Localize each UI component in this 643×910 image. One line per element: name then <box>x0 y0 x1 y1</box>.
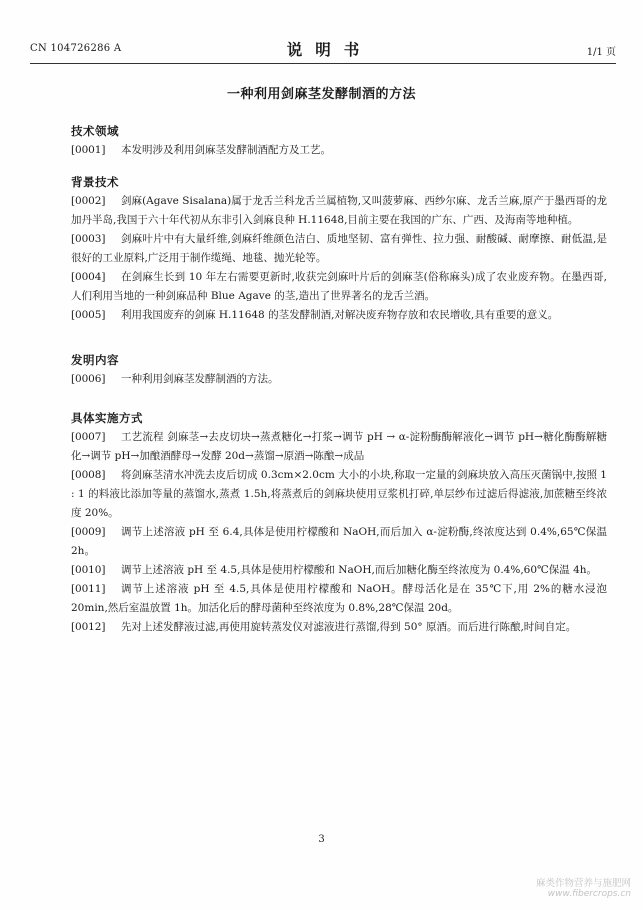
paragraph-text: 调节上述溶液 pH 至 4.5,具体是使用柠檬酸和 NaOH,而后加糖化酶至终浓度为 0.4%,60℃保温 4h。 <box>121 563 598 576</box>
section-heading: 技术领域 <box>71 124 119 138</box>
section-summary <box>71 351 607 389</box>
section-spacer <box>71 160 607 173</box>
paragraph-number: [0008] <box>71 469 106 482</box>
section-technical-field <box>71 122 607 160</box>
paragraph-0010 <box>71 561 607 580</box>
section-heading: 具体实施方式 <box>71 411 143 426</box>
paragraph-text: 利用我国废弃的剑麻 H.11648 的茎发酵制酒,对解决废弃物存放和农民增收,具有重要的意义。 <box>121 308 559 321</box>
paragraph-text: 先对上述发酵液过滤,再使用旋转蒸发仪对滤液进行蒸馏,得到 50° 原酒。而后进行陈酿,时间自定。 <box>121 620 577 633</box>
page-count: 1/1 页 <box>586 47 616 58</box>
paragraph-0006 <box>71 370 607 389</box>
section-heading: 发明内容 <box>71 353 119 368</box>
document-type-title: 说明书 <box>286 40 373 59</box>
paragraph-0001 <box>71 141 607 160</box>
page-number: 3 <box>318 834 325 845</box>
paragraph-0003 <box>71 230 607 267</box>
section-embodiments <box>71 409 607 636</box>
header-rule <box>30 63 616 64</box>
publication-number: CN 104726286 A <box>30 43 122 54</box>
paragraph-text: 一种利用剑麻茎发酵制酒的方法。 <box>121 373 279 386</box>
paragraph-text: 本发明涉及利用剑麻茎发酵制酒配方及工艺。 <box>121 144 331 156</box>
document-body <box>71 122 607 637</box>
paragraph-text: 调节上述溶液 pH 至 4.5,具体是使用柠檬酸和 NaOH。酵母活化是在 35℃下,用 2%的糖水浸泡 20min,然后室温放置 1h。加活化后的酵母菌种至终浓度为 0.8%,28℃保温 20d。 <box>71 582 607 614</box>
section-spacer <box>71 389 607 409</box>
paragraph-text: 将剑麻茎清水冲洗去皮后切成 0.3cm×2.0cm 大小的小块,称取一定量的剑麻块放入高压灭菌锅中,按照 1 : 1 的料液比添加等量的蒸馏水,蒸煮 1.5h,将蒸煮后的剑麻块使用豆浆机打碎,单层纱布过滤后得滤液,加蔗糖至终浓度 20%。 <box>71 469 607 519</box>
paragraph-0005 <box>71 306 607 325</box>
patent-title: 一种利用剑麻茎发酵制酒的方法 <box>226 87 416 102</box>
watermark-url: www.fibercrops.cn <box>547 889 631 899</box>
paragraph-0011 <box>71 580 607 617</box>
paragraph-number: [0006] <box>71 373 106 386</box>
paragraph-number: [0011] <box>71 582 106 595</box>
watermark-site-name: 麻类作物营养与施肥网 <box>535 878 631 889</box>
paragraph-text: 工艺流程 剑麻茎→去皮切块→蒸煮糖化→打浆→调节 pH → α-淀粉酶酶解液化→调节 pH→糖化酶酶解糖化→调节 pH→加酿酒酵母→发酵 20d→蒸馏→原酒→陈酿→成品 <box>71 431 607 463</box>
paragraph-0012 <box>71 618 607 637</box>
paragraph-0002 <box>71 192 607 229</box>
paragraph-text: 调节上述溶液 pH 至 6.4,具体是使用柠檬酸和 NaOH,而后加入 α-淀粉酶,终浓度达到 0.4%,65℃保温 2h。 <box>71 525 607 557</box>
paragraph-text: 剑麻叶片中有大量纤维,剑麻纤维颜色洁白、质地坚韧、富有弹性、拉力强、耐酸碱、耐摩擦、耐低温,是很好的工业原料,广泛用于制作缆绳、地毯、抛光轮等。 <box>71 233 607 264</box>
section-background <box>71 173 607 324</box>
paragraph-number: [0007] <box>71 431 106 444</box>
paragraph-0008 <box>71 466 607 522</box>
watermark <box>536 878 631 900</box>
paragraph-number: [0010] <box>71 563 106 576</box>
paragraph-number: [0005] <box>71 308 106 321</box>
paragraph-text: 剑麻(Agave Sisalana)属于龙舌兰科龙舌兰属植物,又叫菠萝麻、西纱尔麻、龙舌兰麻,原产于墨西哥的龙加丹半岛,我国于六十年代初从东非引入剑麻良种 H.11648,目前主要在我国的广东、广西、及海南等地种植。 <box>71 195 607 226</box>
paragraph-number: [0009] <box>71 525 106 538</box>
paragraph-number: [0003] <box>71 233 106 246</box>
paragraph-number: [0012] <box>71 620 106 633</box>
section-heading: 背景技术 <box>71 175 119 190</box>
paragraph-number: [0004] <box>71 271 106 284</box>
paragraph-number: [0002] <box>71 195 106 208</box>
section-spacer <box>71 325 607 351</box>
page-header <box>30 38 616 60</box>
paragraph-0009 <box>71 523 607 560</box>
paragraph-0004 <box>71 268 607 305</box>
paragraph-text: 在剑麻生长到 10 年左右需要更新时,收获完剑麻叶片后的剑麻茎(俗称麻头)成了农业废弃物。在墨西哥,人们利用当地的一种剑麻品种 Blue Agave 的茎,造出了世界著名的龙舌兰酒。 <box>71 271 607 302</box>
paragraph-number: [0001] <box>71 144 106 156</box>
paragraph-0007 <box>71 428 607 465</box>
